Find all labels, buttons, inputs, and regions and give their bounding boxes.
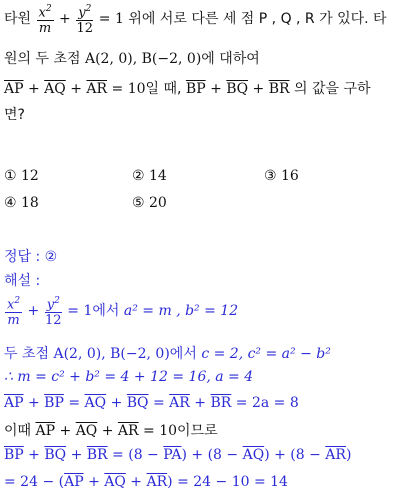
fraction-y2-over-12: $\frac{y^2}{12}$ <box>76 4 94 37</box>
foci-points: 원의 두 초점 A(2, 0), B(−2, 0) <box>4 51 202 67</box>
solution-line-3: ∴ m = c² + b² = 4 + 12 = 16, a = 4 <box>4 369 254 385</box>
choice-5[interactable]: ⑤ 20 <box>132 195 167 211</box>
explanation-label: 해설 : <box>4 273 41 289</box>
question-text: 의 값을 구하 <box>293 81 371 97</box>
sum-value: = 10 <box>111 81 146 97</box>
question-text: 일 때, <box>145 81 182 97</box>
fraction-x2-over-m: $\frac{x^2}{m}$ <box>38 4 52 37</box>
solution-line-4: $\overline{AP} + \overline{BP} = \overline{AQ} + \overline{BQ} = \overline{AR} + \overline{BR} = 2a = 8$ <box>4 395 299 411</box>
question-line-4: 면? <box>4 107 25 123</box>
solution-line-7: = $24 - (\overline{AP} + \overline{AQ} + \overline{AR}) = 24 - 10 = 14$ <box>4 474 288 490</box>
answer-label: 정답 : ② <box>4 249 58 265</box>
question-line-1: 타원 $\frac{x^2}{m}$ + $\frac{y^2}{12}$ = 1 위에 서로 다른 세 점 P , Q , R 가 있다. 타 <box>4 4 387 37</box>
choice-4[interactable]: ④ 18 <box>4 195 39 211</box>
choice-3[interactable]: ③ 16 <box>264 168 299 184</box>
question-line-2 <box>4 48 260 68</box>
choice-2[interactable]: ② 14 <box>132 168 167 184</box>
solution-line-1: $\frac{x^2}{m}$ + $\frac{y^2}{12}$ = 1에서 a² = m , b² = 12 <box>7 296 239 329</box>
question-text: 에 대하여 <box>201 51 260 67</box>
solution-line-2: 두 초점 A(2, 0), B(−2, 0)에서 c = 2, c² = a² − b² <box>4 346 331 362</box>
question-text: 위에 서로 다른 세 점 P , Q , R 가 있다. 타 <box>128 11 387 28</box>
solution-line-6: $\overline{BP} + \overline{BQ} + \overline{BR} = (8 - \overline{PA}) + (8 - \overline{AQ}) + (8 - \overline{AR})$ <box>4 447 352 463</box>
question-line-3: $\overline{AP} + \overline{AQ} + \overline{AR} = 10$일 때, $\overline{BP} + \overline{BQ} + \overline{BR}$ 의 값을 구하 <box>4 81 371 97</box>
solution-line-5: 이때 $\overline{AP} + \overline{AQ} + \overline{AR} = 10$이므로 <box>4 423 218 439</box>
question-text: 타원 <box>4 11 32 28</box>
choice-1[interactable]: ① 12 <box>4 168 39 184</box>
